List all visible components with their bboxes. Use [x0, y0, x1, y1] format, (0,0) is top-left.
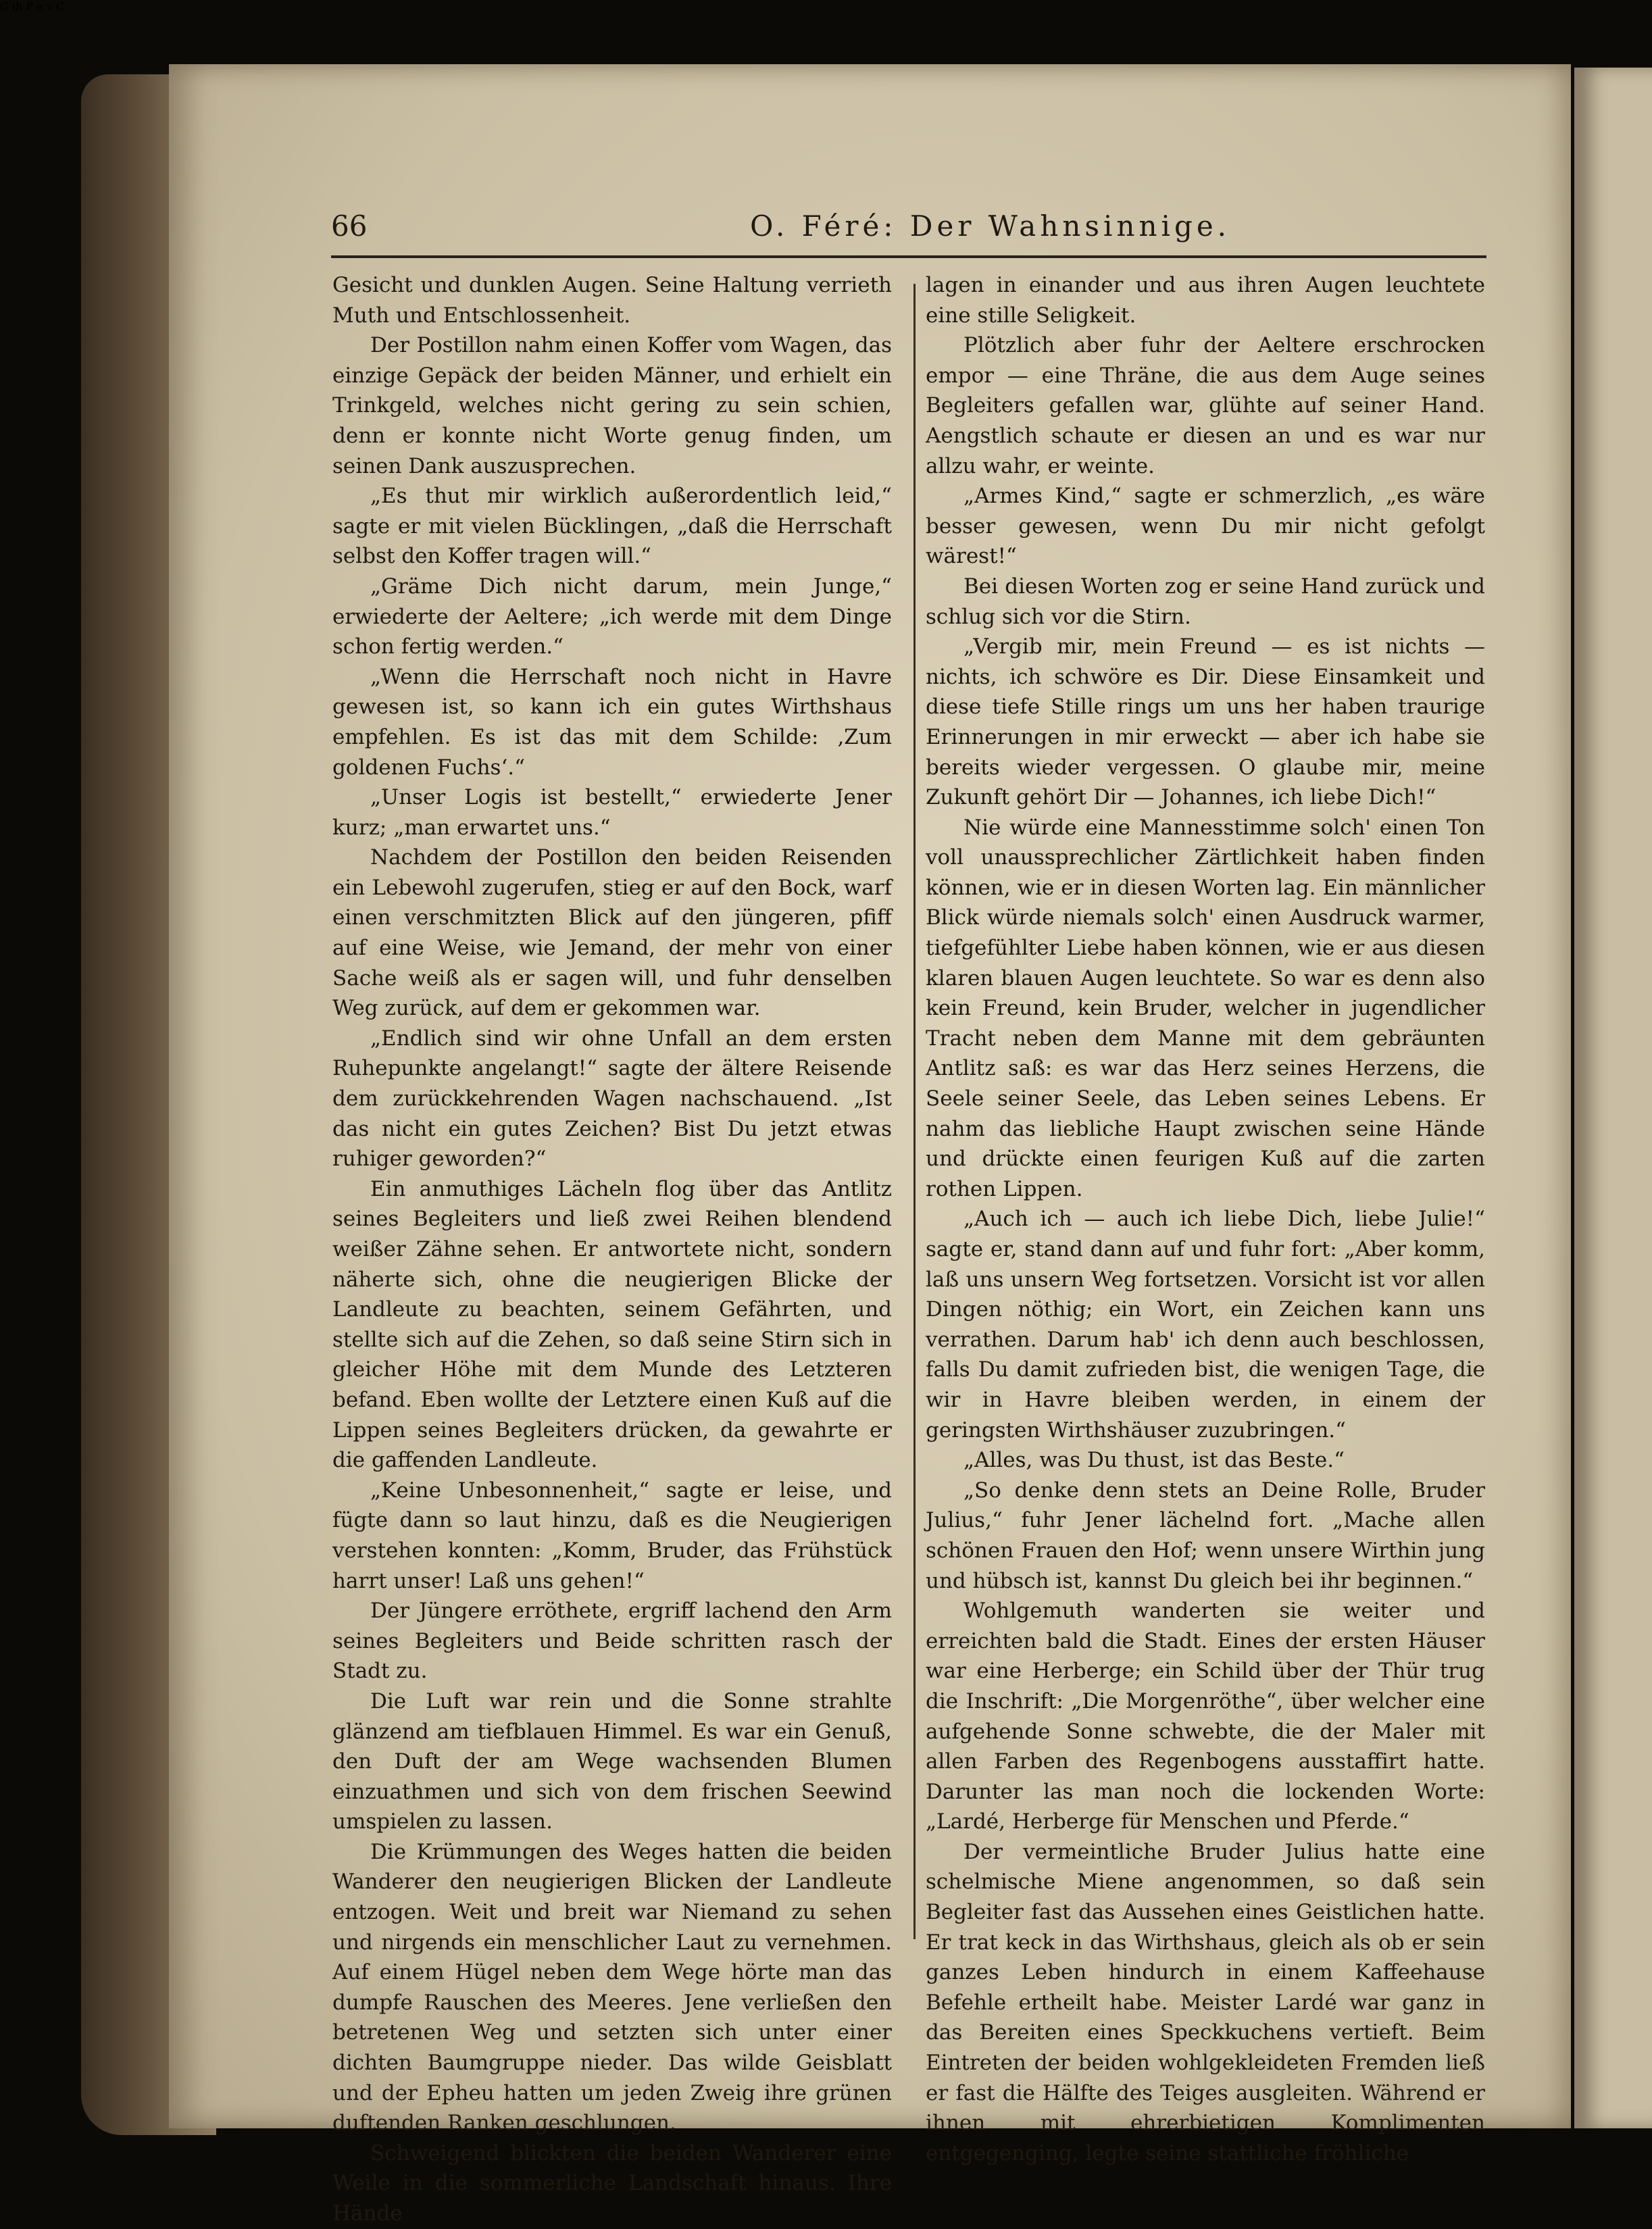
paragraph: lagen in einander und aus ihren Augen leuchtete eine stille Seligkeit. [926, 273, 1485, 328]
paragraph: Schweigend blickten die beiden Wanderer eine Weile in die sommerliche Landschaft hinaus. Ihre Hände [332, 2140, 892, 2226]
running-title: O. Féré: Der Wahnsinnige. [750, 209, 1231, 243]
paragraph: Ein anmuthiges Lächeln flog über das Antlitz seines Begleiters und ließ zwei Reihen blendend weißer Zähne sehen. Er antwortete nicht, sondern näherte sich, ohne die neugierigen Blicke der Landleute zu beachten, seinem Gefährten, und stellte sich auf die Zehen, so daß seine Stirn sich in gleicher Höhe mit dem Munde des Letzteren befand. Eben wollte der Letztere einen Kuß auf die Lippen seines Begleiters drücken, da gewahrte er die gaffenden Landleute. [332, 1176, 892, 1473]
paragraph: Der Postillon nahm einen Koffer vom Wagen, das einzige Gepäck der beiden Männer, und erhielt ein Trinkgeld, welches nicht gering zu sein schien, denn er konnte nicht Worte genug finden, um seinen Dank auszusprechen. [332, 333, 892, 478]
paragraph: Wohlgemuth wanderten sie weiter und erreichten bald die Stadt. Eines der ersten Häuser war eine Herberge; ein Schild über der Thür trug die Inschrift: „Die Morgenröthe“, über welcher eine aufgehende Sonne schwebte, die der Maler mit allen Farben des Regenbogens ausstaffirt hatte. Darunter las man noch die lockenden Worte: „Lardé, Herberge für Menschen und Pferde.“ [926, 1599, 1485, 1834]
facing-page-fragment: ih [11, 0, 23, 13]
paragraph: „Endlich sind wir ohne Unfall an dem ersten Ruhepunkte angelangt!“ sagte der ältere Reisende dem zurückkehrenden Wagen nachschauend. „Ist das nicht ein gutes Zeichen? Bist Du jetzt etwas ruhiger geworden?“ [332, 1026, 892, 1172]
paragraph: „Wenn die Herrschaft noch nicht in Havre gewesen ist, so kann ich ein gutes Wirthshaus empfehlen. Es ist das mit dem Schilde: ‚Zum goldenen Fuchs‘.“ [332, 664, 892, 780]
page-header [331, 209, 1480, 257]
facing-page-fragment: C [55, 0, 65, 13]
paragraph: „Es thut mir wirklich außerordentlich leid,“ sagte er mit vielen Bücklingen, „daß die Herrschaft selbst den Koffer tragen will.“ [332, 484, 892, 569]
facing-page-fragment: G [0, 0, 9, 13]
paragraph: Die Luft war rein und die Sonne strahlte glänzend am tiefblauen Himmel. Es war ein Genuß, den Duft der am Wege wachsenden Blumen einzuathmen und sich von dem frischen Seewind umspielen zu lassen. [332, 1688, 892, 1834]
paragraph: „Keine Unbesonnenheit,“ sagte er leise, und fügte dann so laut hinzu, daß es die Neugierigen verstehen konnten: „Komm, Bruder, das Frühstück harrt unser! Laß uns gehen!“ [332, 1478, 892, 1593]
column-divider [913, 284, 916, 1939]
paragraph: Bei diesen Worten zog er seine Hand zurück und schlug sich vor die Stirn. [926, 574, 1485, 629]
paragraph: Der vermeintliche Bruder Julius hatte eine schelmische Miene angenommen, so daß sein Begleiter fast das Aussehen eines Geistlichen hatte. Er trat keck in das Wirthshaus, gleich als ob er sein ganzes Leben hindurch in einem Kaffeehause Befehle ertheilt habe. Meister Lardé war ganz in das Bereiten eines Speckkuchens vertieft. Beim Eintreten der beiden wohlgekleideten Fremden ließ er fast die Hälfte des Teiges ausgleiten. Während er ihnen mit ehrerbietigen Komplimenten entgegenging, legte seine stattliche fröhliche [926, 1839, 1485, 2165]
facing-page-fragment: e [36, 0, 43, 13]
left-column [332, 270, 892, 2229]
facing-page-edge [1574, 68, 1652, 2128]
paragraph: Gesicht und dunklen Augen. Seine Haltung verrieth Muth und Entschlossenheit. [332, 273, 892, 328]
paragraph: Nachdem der Postillon den beiden Reisenden ein Lebewohl zugerufen, stieg er auf den Bock, warf einen verschmitzten Blick auf den jüngeren, pfiff auf eine Weise, wie Jemand, der mehr von einer Sache weiß als er sagen will, und fuhr denselben Weg zurück, auf dem er gekommen war. [332, 845, 892, 1021]
facing-page-fragments [0, 0, 1652, 13]
paragraph: Die Krümmungen des Weges hatten die beiden Wanderer den neugierigen Blicken der Landleute entzogen. Weit und breit war Niemand zu sehen und nirgends ein menschlicher Laut zu vernehmen. Auf einem Hügel neben dem Wege hörte man das dumpfe Rauschen des Meeres. Jene verließen den betretenen Weg und setzten sich unter einer dichten Baumgruppe nieder. Das wilde Geisblatt und der Epheu hatten um jeden Zweig ihre grünen duftenden Ranken geschlungen. [332, 1839, 892, 2136]
paragraph: Der Jüngere erröthete, ergriff lachend den Arm seines Begleiters und Beide schritten rasch der Stadt zu. [332, 1599, 892, 1684]
facing-page-fragment: P [26, 0, 34, 13]
paragraph: „Gräme Dich nicht darum, mein Junge,“ erwiederte der Aeltere; „ich werde mit dem Dinge schon fertig werden.“ [332, 574, 892, 659]
paragraph: „So denke denn stets an Deine Rolle, Bruder Julius,“ fuhr Jener lächelnd fort. „Mache allen schönen Frauen den Hof; wenn unsere Wirthin jung und hübsch ist, kannst Du gleich bei ihr beginnen.“ [926, 1478, 1485, 1593]
paragraph: „Armes Kind,“ sagte er schmerzlich, „es wäre besser gewesen, wenn Du mir nicht gefolgt wärest!“ [926, 484, 1485, 569]
paragraph: „Auch ich — auch ich liebe Dich, liebe Julie!“ sagte er, stand dann auf und fuhr fort: „Aber komm, laß uns unsern Weg fortsetzen. Vorsicht ist vor allen Dingen nöthig; ein Wort, ein Zeichen kann uns verrathen. Darum hab' ich denn auch beschlossen, falls Du damit zufrieden bist, die wenigen Tage, die wir in Havre bleiben werden, in einem der geringsten Wirthshäuser zuzubringen.“ [926, 1207, 1485, 1443]
page-number: 66 [331, 209, 368, 243]
facing-page-fragment: v [46, 0, 53, 13]
paragraph: „Alles, was Du thust, ist das Beste.“ [963, 1448, 1345, 1473]
paragraph: „Vergib mir, mein Freund — es ist nichts — nichts, ich schwöre es Dir. Diese Einsamkeit und diese tiefe Stille rings um uns her haben traurige Erinnerungen in mir erweckt — aber ich habe sie bereits wieder vergessen. O glaube mir, meine Zukunft gehört Dir — Johannes, ich liebe Dich!“ [926, 634, 1485, 810]
header-rule [331, 255, 1486, 258]
paragraph: Plötzlich aber fuhr der Aeltere erschrocken empor — eine Thräne, die aus dem Auge seines Begleiters gefallen war, glühte auf seiner Hand. Aengstlich schaute er diesen an und es war nur allzu wahr, er weinte. [926, 333, 1485, 478]
paragraph: „Unser Logis ist bestellt,“ erwiederte Jener kurz; „man erwartet uns.“ [332, 785, 892, 840]
paragraph: Nie würde eine Mannesstimme solch' einen Ton voll unaussprechlicher Zärtlichkeit haben finden können, wie er in diesen Worten lag. Ein männlicher Blick würde niemals solch' einen Ausdruck warmer, tiefgefühlter Liebe haben können, wie er aus diesen klaren blauen Augen leuchtete. So war es denn also kein Freund, kein Bruder, welcher in jugendlicher Tracht neben dem Manne mit dem gebräunten Antlitz saß: es war das Herz seines Herzens, die Seele seiner Seele, das Leben seines Lebens. Er nahm das liebliche Haupt zwischen seine Hände und drückte einen feurigen Kuß auf die zarten rothen Lippen. [926, 815, 1485, 1201]
right-column [926, 270, 1485, 2168]
